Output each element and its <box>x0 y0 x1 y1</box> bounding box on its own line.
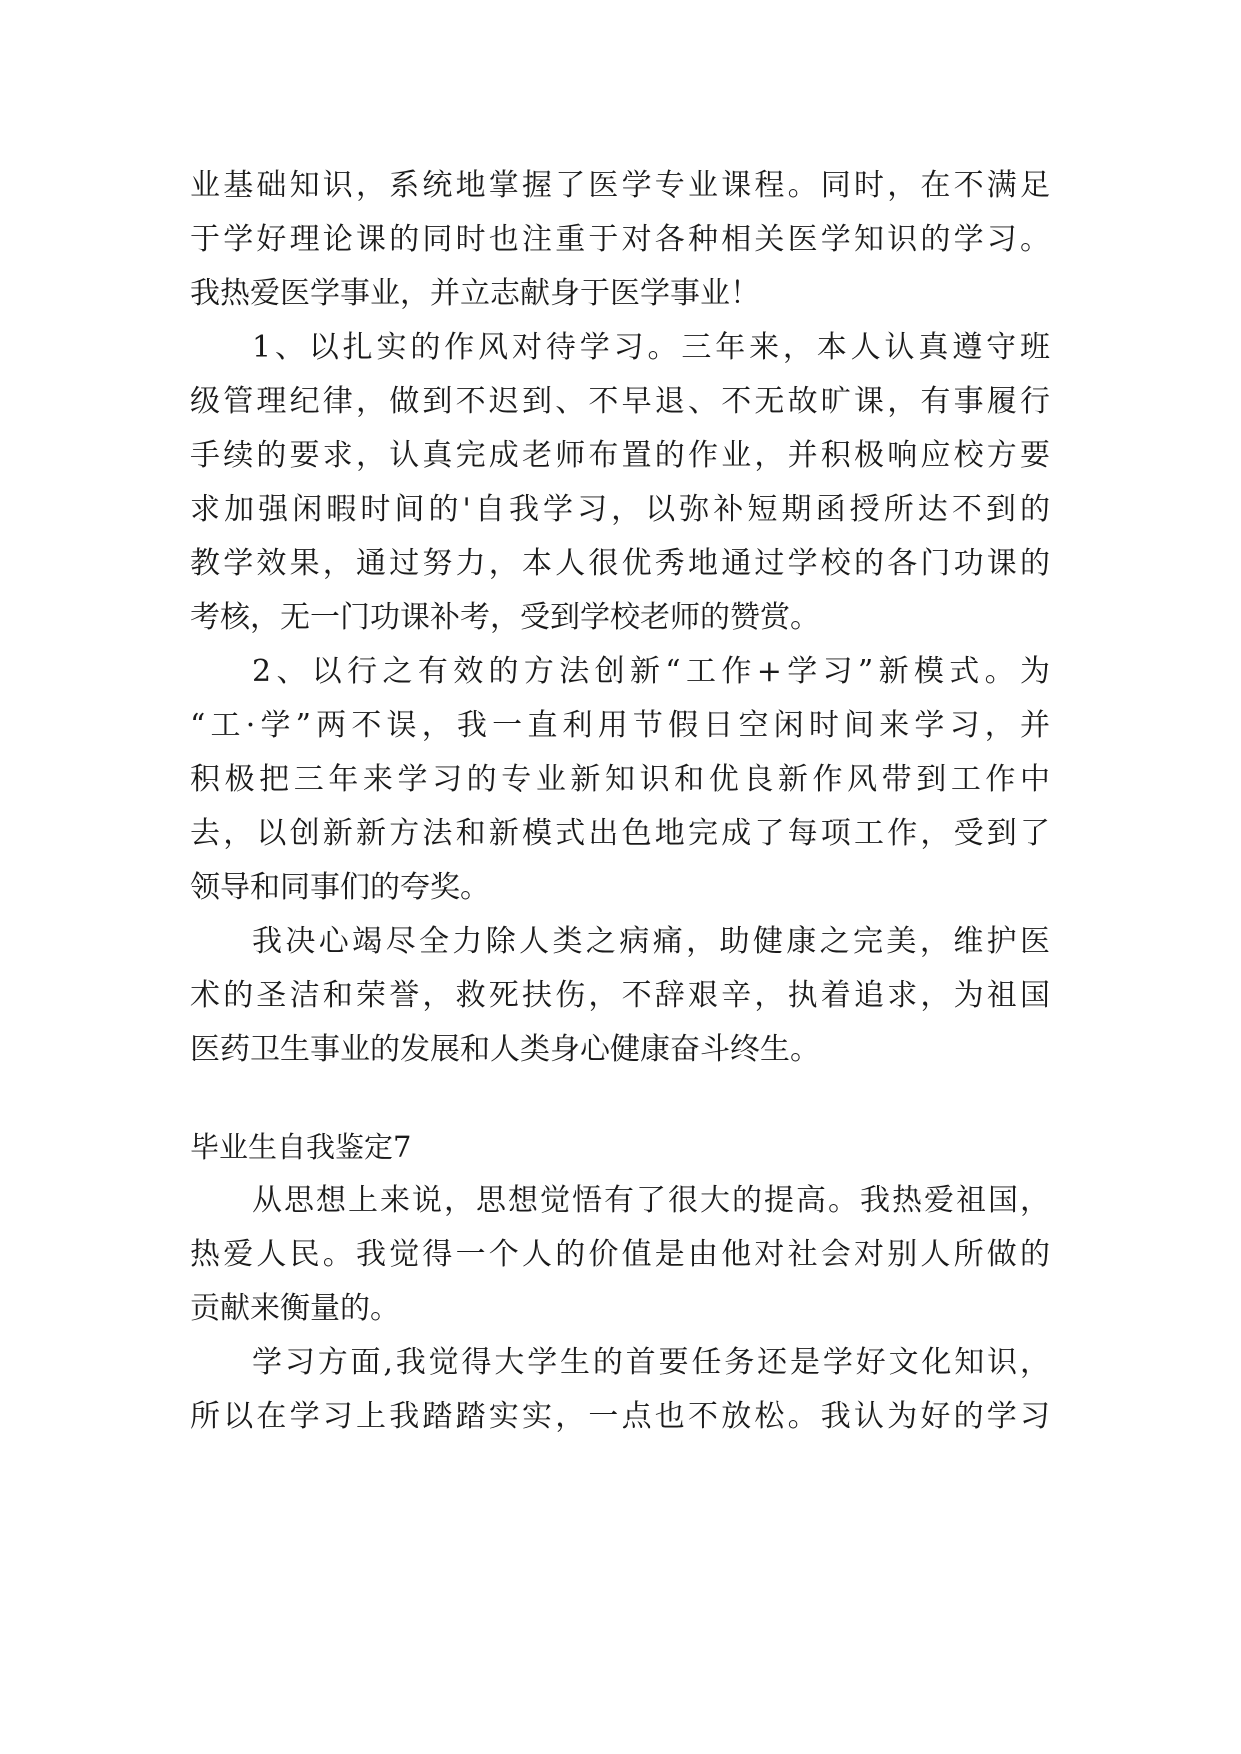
text-line: 业基础知识，系统地掌握了医学专业课程。同时，在不满足 <box>190 168 1050 203</box>
text-line: 贡献来衡量的。 <box>190 1291 400 1326</box>
text-line: 医药卫生事业的发展和人类身心健康奋斗终生。 <box>190 1032 820 1067</box>
text-line: 1、以扎实的作风对待学习。三年来，本人认真遵守班 <box>252 330 1050 365</box>
text-line: 所以在学习上我踏踏实实，一点也不放松。我认为好的学习 <box>190 1399 1050 1434</box>
text-line: 热爱人民。我觉得一个人的价值是由他对社会对别人所做的 <box>190 1237 1050 1272</box>
text-line: 我热爱医学事业，并立志献身于医学事业！ <box>190 276 760 311</box>
text-line: 手续的要求，认真完成老师布置的作业，并积极响应校方要 <box>190 438 1050 473</box>
text-line: 从思想上来说，思想觉悟有了很大的提高。我热爱祖国， <box>252 1183 1050 1218</box>
text-line: 积极把三年来学习的专业新知识和优良新作风带到工作中 <box>190 762 1050 797</box>
text-line: 我决心竭尽全力除人类之病痛，助健康之完美，维护医 <box>252 924 1050 959</box>
text-line: 去，以创新新方法和新模式出色地完成了每项工作，受到了 <box>190 816 1050 851</box>
text-line: 求加强闲暇时间的'自我学习，以弥补短期函授所达不到的 <box>190 492 1050 527</box>
text-line: 于学好理论课的同时也注重于对各种相关医学知识的学习。 <box>190 222 1050 257</box>
text-line: 学习方面,我觉得大学生的首要任务还是学好文化知识， <box>252 1345 1050 1380</box>
section-heading: 毕业生自我鉴定7 <box>190 1130 412 1164</box>
text-line: 考核，无一门功课补考，受到学校老师的赞赏。 <box>190 600 820 635</box>
text-line: 级管理纪律，做到不迟到、不早退、不无故旷课，有事履行 <box>190 384 1050 419</box>
text-line: 术的圣洁和荣誉，救死扶伤，不辞艰辛，执着追求，为祖国 <box>190 978 1050 1013</box>
text-line: 教学效果，通过努力，本人很优秀地通过学校的各门功课的 <box>190 546 1050 581</box>
text-line: “工·学”两不误，我一直利用节假日空闲时间来学习，并 <box>190 708 1050 743</box>
text-line: 2、以行之有效的方法创新“工作+学习”新模式。为 <box>252 654 1050 689</box>
text-line: 领导和同事们的夸奖。 <box>190 870 490 905</box>
